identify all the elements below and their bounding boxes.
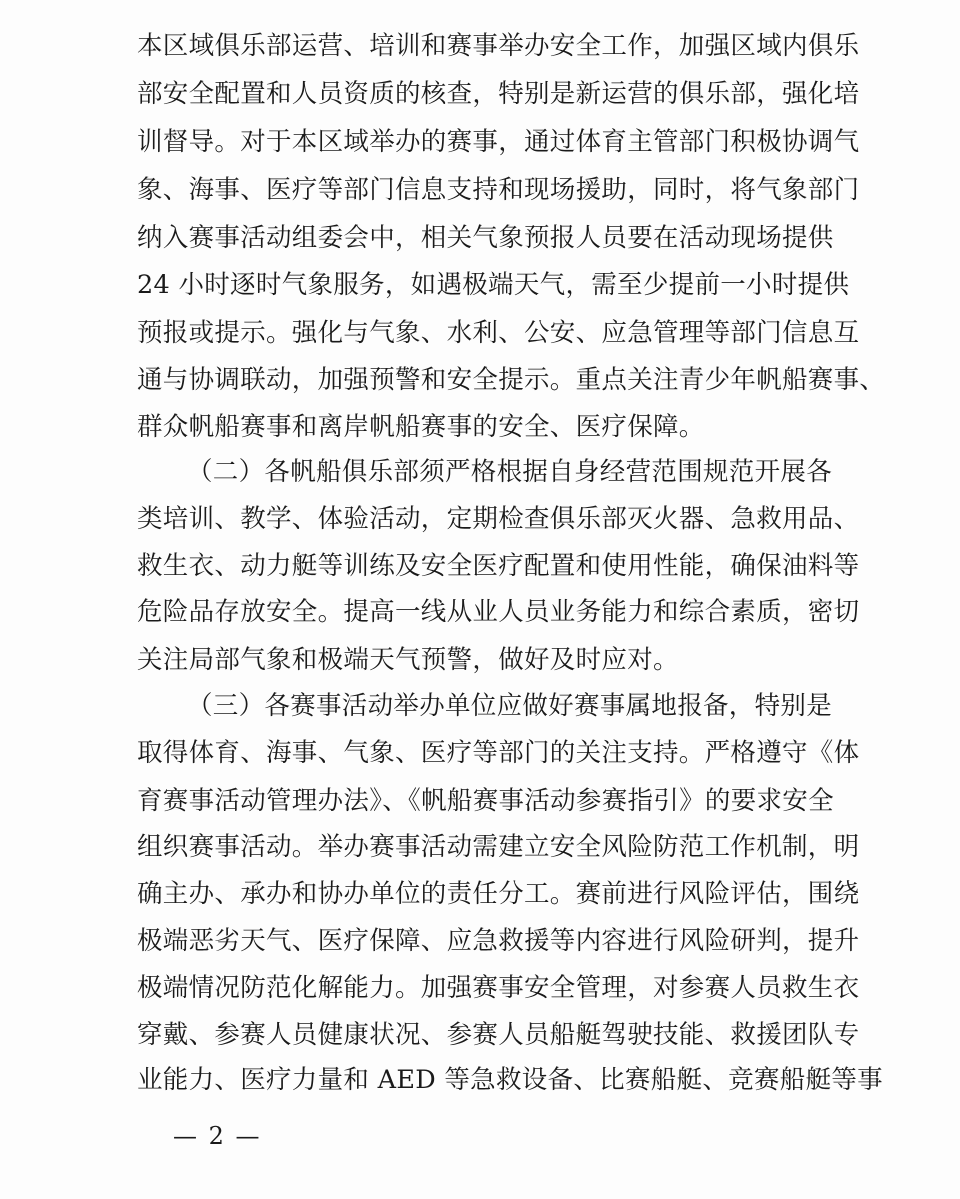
text-line-1: 本区域俱乐部运营、培训和赛事举办安全工作，加强区域内俱乐	[137, 31, 860, 61]
text-line-4: 象、海事、医疗等部门信息支持和现场援助，同时，将气象部门	[137, 175, 860, 205]
text-line-22: 穿戴、参赛人员健康状况、参赛人员船艇驾驶技能、救援团队专	[137, 1020, 860, 1050]
text-line-21: 极端情况防范化解能力。加强赛事安全管理，对参赛人员救生衣	[137, 973, 860, 1003]
paragraph-2-first-line: （二）各帆船俱乐部须严格根据自身经营范围规范开展各	[187, 457, 833, 487]
text-line-6: 24 小时逐时气象服务，如遇极端天气，需至少提前一小时提供	[137, 270, 850, 300]
text-line-12: 救生衣、动力艇等训练及安全医疗配置和使用性能，确保油料等	[137, 551, 860, 581]
paragraph-3-first-line: （三）各赛事活动举办单位应做好赛事属地报备，特别是	[187, 691, 833, 721]
text-line-19: 确主办、承办和协办单位的责任分工。赛前进行风险评估，围绕	[137, 879, 860, 909]
text-line-2: 部安全配置和人员资质的核查，特别是新运营的俱乐部，强化培	[137, 79, 860, 109]
text-line-14: 关注局部气象和极端天气预警，做好及时应对。	[137, 645, 679, 675]
text-line-16: 取得体育、海事、气象、医疗等部门的关注支持。严格遵守《体	[137, 738, 860, 768]
text-line-9: 群众帆船赛事和离岸帆船赛事的安全、医疗保障。	[137, 412, 705, 442]
text-line-3: 训督导。对于本区域举办的赛事，通过体育主管部门积极协调气	[137, 127, 860, 157]
text-line-5: 纳入赛事活动组委会中，相关气象预报人员要在活动现场提供	[137, 223, 834, 253]
text-line-17: 育赛事活动管理办法》、《帆船赛事活动参赛指引》的要求安全	[137, 786, 834, 816]
text-line-20: 极端恶劣天气、医疗保障、应急救援等内容进行风险研判，提升	[137, 926, 860, 956]
text-line-18: 组织赛事活动。举办赛事活动需建立安全风险防范工作机制，明	[137, 832, 860, 862]
text-line-13: 危险品存放安全。提高一线从业人员业务能力和综合素质，密切	[137, 597, 860, 627]
text-line-23: 业能力、医疗力量和 AED 等急救设备、比赛船艇、竞赛船艇等事	[137, 1065, 883, 1095]
page-number: — 2 —	[173, 1122, 262, 1150]
text-line-8: 通与协调联动，加强预警和安全提示。重点关注青少年帆船赛事、	[137, 365, 886, 395]
text-line-11: 类培训、教学、体验活动，定期检查俱乐部灭火器、急救用品、	[137, 504, 860, 534]
text-line-7: 预报或提示。强化与气象、水利、公安、应急管理等部门信息互	[137, 318, 860, 348]
